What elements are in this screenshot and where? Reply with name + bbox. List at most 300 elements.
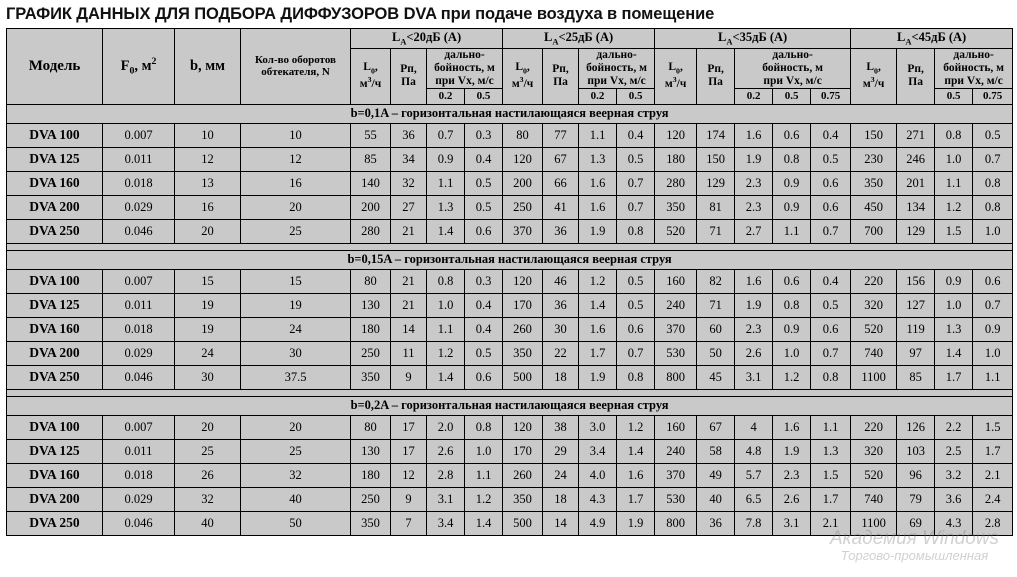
cell-b: 25 bbox=[175, 439, 241, 463]
cell-g1-0: 180 bbox=[351, 463, 391, 487]
cell-g4-0: 1100 bbox=[851, 365, 897, 389]
cell-g4-3: 0.9 bbox=[973, 317, 1013, 341]
cell-g1-0: 180 bbox=[351, 317, 391, 341]
cell-g4-0: 320 bbox=[851, 439, 897, 463]
cell-g1-2: 1.3 bbox=[427, 195, 465, 219]
cell-g1-1: 11 bbox=[391, 341, 427, 365]
header-speed-g2-1: 0.5 bbox=[617, 88, 655, 104]
cell-g4-3: 2.4 bbox=[973, 487, 1013, 511]
cell-g4-1: 129 bbox=[897, 219, 935, 243]
cell-g1-0: 350 bbox=[351, 511, 391, 535]
cell-g3-0: 240 bbox=[655, 439, 697, 463]
cell-g3-3: 3.1 bbox=[773, 511, 811, 535]
cell-g2-0: 350 bbox=[503, 487, 543, 511]
cell-g3-3: 0.8 bbox=[773, 147, 811, 171]
table-row[interactable] bbox=[7, 219, 1013, 243]
section-title-row bbox=[7, 250, 1013, 269]
cell-f0: 0.046 bbox=[103, 219, 175, 243]
cell-g2-1: 36 bbox=[543, 293, 579, 317]
cell-g2-2: 4.3 bbox=[579, 487, 617, 511]
header-range-g1: дально- бойность, м при Vx, м/с bbox=[427, 49, 503, 89]
cell-n: 10 bbox=[241, 123, 351, 147]
diffuser-selection-table bbox=[6, 28, 1013, 536]
header-speed-g3-1: 0.5 bbox=[773, 88, 811, 104]
cell-g3-0: 370 bbox=[655, 463, 697, 487]
cell-g4-3: 0.5 bbox=[973, 123, 1013, 147]
cell-g2-2: 1.6 bbox=[579, 317, 617, 341]
table-row[interactable] bbox=[7, 171, 1013, 195]
cell-b: 16 bbox=[175, 195, 241, 219]
cell-g4-3: 0.7 bbox=[973, 293, 1013, 317]
cell-g3-3: 2.6 bbox=[773, 487, 811, 511]
table-row[interactable] bbox=[7, 123, 1013, 147]
cell-g3-1: 150 bbox=[697, 147, 735, 171]
cell-b: 30 bbox=[175, 365, 241, 389]
table-row[interactable] bbox=[7, 511, 1013, 535]
table-row[interactable] bbox=[7, 195, 1013, 219]
cell-g2-2: 1.2 bbox=[579, 269, 617, 293]
cell-g4-3: 0.8 bbox=[973, 195, 1013, 219]
cell-g1-2: 3.1 bbox=[427, 487, 465, 511]
cell-g2-3: 1.4 bbox=[617, 439, 655, 463]
cell-g4-0: 220 bbox=[851, 269, 897, 293]
cell-g3-4: 0.6 bbox=[811, 171, 851, 195]
header-b: b, мм bbox=[175, 29, 241, 105]
cell-g1-1: 9 bbox=[391, 487, 427, 511]
table-row[interactable] bbox=[7, 365, 1013, 389]
cell-g4-2: 4.3 bbox=[935, 511, 973, 535]
watermark-line1: Академия Windows bbox=[830, 528, 999, 549]
cell-g1-3: 1.2 bbox=[465, 487, 503, 511]
cell-g3-3: 0.8 bbox=[773, 293, 811, 317]
header-rp-g4: Рп, Па bbox=[897, 49, 935, 105]
cell-g4-2: 2.2 bbox=[935, 415, 973, 439]
cell-g2-0: 500 bbox=[503, 511, 543, 535]
cell-g1-0: 250 bbox=[351, 487, 391, 511]
header-l0-g4: $L_0$, $м^3/ч$ bbox=[851, 49, 897, 105]
cell-g4-2: 1.0 bbox=[935, 293, 973, 317]
cell-b: 20 bbox=[175, 219, 241, 243]
cell-n: 20 bbox=[241, 195, 351, 219]
cell-g4-0: 1100 bbox=[851, 511, 897, 535]
cell-g2-2: 1.7 bbox=[579, 341, 617, 365]
cell-g3-1: 45 bbox=[697, 365, 735, 389]
header-rp-g1: Рп, Па bbox=[391, 49, 427, 105]
cell-g4-3: 2.1 bbox=[973, 463, 1013, 487]
cell-g1-1: 17 bbox=[391, 439, 427, 463]
table-row[interactable] bbox=[7, 147, 1013, 171]
table-body bbox=[7, 104, 1013, 535]
cell-g1-1: 21 bbox=[391, 219, 427, 243]
cell-g3-4: 1.7 bbox=[811, 487, 851, 511]
section-title: b=0,1A – горизонтальная настилающаяся веерная струя bbox=[7, 104, 1013, 123]
cell-g4-3: 0.6 bbox=[973, 269, 1013, 293]
cell-g1-3: 0.5 bbox=[465, 195, 503, 219]
cell-g3-2: 6.5 bbox=[735, 487, 773, 511]
cell-g1-3: 0.4 bbox=[465, 293, 503, 317]
cell-g2-0: 120 bbox=[503, 147, 543, 171]
cell-g2-1: 46 bbox=[543, 269, 579, 293]
cell-g4-3: 1.0 bbox=[973, 341, 1013, 365]
header-l0-g2: $L_0$, $м^3/ч$ bbox=[503, 49, 543, 105]
cell-g1-0: 250 bbox=[351, 341, 391, 365]
section-title-row bbox=[7, 104, 1013, 123]
cell-g1-0: 200 bbox=[351, 195, 391, 219]
cell-model: DVA 125 bbox=[7, 147, 103, 171]
cell-g4-2: 3.2 bbox=[935, 463, 973, 487]
cell-g3-1: 49 bbox=[697, 463, 735, 487]
cell-g1-2: 1.4 bbox=[427, 219, 465, 243]
cell-g3-4: 0.7 bbox=[811, 341, 851, 365]
cell-g2-1: 24 bbox=[543, 463, 579, 487]
section-title: b=0,2A – горизонтальная настилающаяся веерная струя bbox=[7, 396, 1013, 415]
cell-b: 15 bbox=[175, 269, 241, 293]
cell-model: DVA 250 bbox=[7, 511, 103, 535]
cell-model: DVA 250 bbox=[7, 365, 103, 389]
cell-model: DVA 100 bbox=[7, 415, 103, 439]
cell-g4-2: 1.5 bbox=[935, 219, 973, 243]
table-row[interactable] bbox=[7, 317, 1013, 341]
cell-g2-0: 350 bbox=[503, 341, 543, 365]
cell-f0: 0.007 bbox=[103, 269, 175, 293]
cell-model: DVA 100 bbox=[7, 269, 103, 293]
cell-f0: 0.011 bbox=[103, 293, 175, 317]
cell-g3-2: 2.3 bbox=[735, 195, 773, 219]
cell-g2-1: 67 bbox=[543, 147, 579, 171]
cell-g1-1: 32 bbox=[391, 171, 427, 195]
cell-g1-1: 21 bbox=[391, 293, 427, 317]
cell-g2-2: 4.0 bbox=[579, 463, 617, 487]
cell-g2-3: 1.9 bbox=[617, 511, 655, 535]
cell-g4-1: 119 bbox=[897, 317, 935, 341]
cell-g3-0: 530 bbox=[655, 487, 697, 511]
cell-g1-2: 0.8 bbox=[427, 269, 465, 293]
cell-g1-2: 3.4 bbox=[427, 511, 465, 535]
cell-g1-3: 1.4 bbox=[465, 511, 503, 535]
cell-g4-3: 0.8 bbox=[973, 171, 1013, 195]
cell-g3-4: 1.5 bbox=[811, 463, 851, 487]
cell-g4-0: 320 bbox=[851, 293, 897, 317]
cell-g4-1: 97 bbox=[897, 341, 935, 365]
table-row[interactable] bbox=[7, 487, 1013, 511]
header-group-35db: $L_A<35дБ$ (А) bbox=[655, 29, 851, 49]
cell-g2-1: 36 bbox=[543, 219, 579, 243]
cell-g3-1: 71 bbox=[697, 219, 735, 243]
cell-g4-1: 201 bbox=[897, 171, 935, 195]
cell-g3-2: 4 bbox=[735, 415, 773, 439]
cell-g4-0: 520 bbox=[851, 317, 897, 341]
cell-g3-4: 0.4 bbox=[811, 269, 851, 293]
cell-g3-2: 3.1 bbox=[735, 365, 773, 389]
cell-g2-2: 3.0 bbox=[579, 415, 617, 439]
cell-g3-3: 0.6 bbox=[773, 269, 811, 293]
cell-g4-1: 96 bbox=[897, 463, 935, 487]
cell-b: 20 bbox=[175, 415, 241, 439]
cell-g3-1: 129 bbox=[697, 171, 735, 195]
cell-g4-0: 450 bbox=[851, 195, 897, 219]
cell-g4-3: 0.7 bbox=[973, 147, 1013, 171]
cell-g2-3: 1.6 bbox=[617, 463, 655, 487]
cell-g4-1: 126 bbox=[897, 415, 935, 439]
cell-g1-3: 0.4 bbox=[465, 147, 503, 171]
cell-g2-3: 0.5 bbox=[617, 269, 655, 293]
cell-g1-0: 140 bbox=[351, 171, 391, 195]
cell-g1-2: 0.9 bbox=[427, 147, 465, 171]
header-l0-g3: $L_0$, $м^3/ч$ bbox=[655, 49, 697, 105]
cell-g3-1: 174 bbox=[697, 123, 735, 147]
cell-g4-0: 350 bbox=[851, 171, 897, 195]
cell-model: DVA 200 bbox=[7, 195, 103, 219]
cell-g2-1: 14 bbox=[543, 511, 579, 535]
cell-g3-1: 71 bbox=[697, 293, 735, 317]
cell-g4-2: 1.4 bbox=[935, 341, 973, 365]
header-speed-g1-0: 0.2 bbox=[427, 88, 465, 104]
header-row-groups bbox=[7, 29, 1013, 49]
cell-f0: 0.018 bbox=[103, 463, 175, 487]
cell-g4-3: 1.0 bbox=[973, 219, 1013, 243]
cell-g3-3: 0.9 bbox=[773, 171, 811, 195]
cell-g3-3: 1.6 bbox=[773, 415, 811, 439]
cell-g3-3: 1.1 bbox=[773, 219, 811, 243]
header-n: Кол-во оборотов обтекателя, N bbox=[241, 29, 351, 105]
header-speed-g4-1: 0.75 bbox=[973, 88, 1013, 104]
cell-g3-3: 2.3 bbox=[773, 463, 811, 487]
table-row[interactable] bbox=[7, 269, 1013, 293]
cell-g2-3: 0.5 bbox=[617, 147, 655, 171]
cell-g2-1: 29 bbox=[543, 439, 579, 463]
section-gap bbox=[7, 243, 1013, 250]
cell-g4-0: 740 bbox=[851, 341, 897, 365]
cell-g4-3: 2.8 bbox=[973, 511, 1013, 535]
cell-g2-0: 500 bbox=[503, 365, 543, 389]
cell-n: 30 bbox=[241, 341, 351, 365]
cell-g1-0: 350 bbox=[351, 365, 391, 389]
cell-g1-0: 280 bbox=[351, 219, 391, 243]
cell-n: 32 bbox=[241, 463, 351, 487]
cell-g2-2: 1.4 bbox=[579, 293, 617, 317]
cell-g1-3: 0.5 bbox=[465, 171, 503, 195]
cell-g4-2: 0.9 bbox=[935, 269, 973, 293]
header-rp-g3: Рп, Па bbox=[697, 49, 735, 105]
cell-g3-1: 81 bbox=[697, 195, 735, 219]
cell-b: 40 bbox=[175, 511, 241, 535]
cell-g1-2: 1.4 bbox=[427, 365, 465, 389]
cell-g4-2: 3.6 bbox=[935, 487, 973, 511]
cell-g4-3: 1.5 bbox=[973, 415, 1013, 439]
table-row[interactable] bbox=[7, 341, 1013, 365]
cell-g1-2: 1.2 bbox=[427, 341, 465, 365]
cell-model: DVA 160 bbox=[7, 317, 103, 341]
cell-g3-0: 180 bbox=[655, 147, 697, 171]
header-f0: $F_0$, $м^2$ bbox=[103, 29, 175, 105]
cell-g1-0: 80 bbox=[351, 269, 391, 293]
header-speed-g3-0: 0.2 bbox=[735, 88, 773, 104]
cell-g2-1: 18 bbox=[543, 487, 579, 511]
cell-g3-1: 58 bbox=[697, 439, 735, 463]
cell-g2-0: 170 bbox=[503, 439, 543, 463]
cell-g2-1: 66 bbox=[543, 171, 579, 195]
cell-g3-2: 1.6 bbox=[735, 123, 773, 147]
cell-g1-1: 9 bbox=[391, 365, 427, 389]
header-group-25db: $L_A<25дБ$ (А) bbox=[503, 29, 655, 49]
cell-g3-3: 0.9 bbox=[773, 195, 811, 219]
cell-g3-0: 160 bbox=[655, 269, 697, 293]
cell-g1-3: 1.0 bbox=[465, 439, 503, 463]
header-range-g3: дально- бойность, м при Vx, м/с bbox=[735, 49, 851, 89]
cell-g4-1: 103 bbox=[897, 439, 935, 463]
cell-g2-2: 1.1 bbox=[579, 123, 617, 147]
cell-model: DVA 125 bbox=[7, 439, 103, 463]
table-row[interactable] bbox=[7, 293, 1013, 317]
cell-g3-4: 0.5 bbox=[811, 147, 851, 171]
cell-g4-0: 220 bbox=[851, 415, 897, 439]
table-row[interactable] bbox=[7, 415, 1013, 439]
cell-g2-1: 18 bbox=[543, 365, 579, 389]
header-range-g4: дально- бойность, м при Vx, м/с bbox=[935, 49, 1013, 89]
cell-g3-2: 2.7 bbox=[735, 219, 773, 243]
cell-g1-0: 130 bbox=[351, 293, 391, 317]
cell-model: DVA 100 bbox=[7, 123, 103, 147]
cell-g3-1: 36 bbox=[697, 511, 735, 535]
cell-g3-3: 1.0 bbox=[773, 341, 811, 365]
cell-f0: 0.046 bbox=[103, 511, 175, 535]
cell-g3-2: 1.9 bbox=[735, 293, 773, 317]
cell-model: DVA 160 bbox=[7, 463, 103, 487]
cell-b: 19 bbox=[175, 317, 241, 341]
cell-g1-1: 7 bbox=[391, 511, 427, 535]
cell-g2-2: 1.3 bbox=[579, 147, 617, 171]
cell-g1-3: 0.6 bbox=[465, 365, 503, 389]
cell-f0: 0.018 bbox=[103, 171, 175, 195]
cell-n: 19 bbox=[241, 293, 351, 317]
cell-g2-0: 170 bbox=[503, 293, 543, 317]
cell-b: 19 bbox=[175, 293, 241, 317]
cell-b: 24 bbox=[175, 341, 241, 365]
cell-g3-1: 82 bbox=[697, 269, 735, 293]
cell-g1-1: 12 bbox=[391, 463, 427, 487]
cell-g4-1: 85 bbox=[897, 365, 935, 389]
cell-f0: 0.046 bbox=[103, 365, 175, 389]
cell-g4-3: 1.7 bbox=[973, 439, 1013, 463]
table-row[interactable] bbox=[7, 439, 1013, 463]
cell-model: DVA 125 bbox=[7, 293, 103, 317]
cell-g2-2: 3.4 bbox=[579, 439, 617, 463]
cell-g4-0: 150 bbox=[851, 123, 897, 147]
cell-g4-2: 1.2 bbox=[935, 195, 973, 219]
cell-g3-4: 0.6 bbox=[811, 317, 851, 341]
cell-b: 10 bbox=[175, 123, 241, 147]
cell-g1-0: 80 bbox=[351, 415, 391, 439]
cell-f0: 0.029 bbox=[103, 341, 175, 365]
cell-g3-4: 0.7 bbox=[811, 219, 851, 243]
cell-g2-3: 0.4 bbox=[617, 123, 655, 147]
cell-g3-1: 67 bbox=[697, 415, 735, 439]
cell-g3-0: 800 bbox=[655, 365, 697, 389]
cell-g1-0: 55 bbox=[351, 123, 391, 147]
cell-n: 24 bbox=[241, 317, 351, 341]
cell-g1-1: 34 bbox=[391, 147, 427, 171]
cell-g1-1: 17 bbox=[391, 415, 427, 439]
cell-n: 50 bbox=[241, 511, 351, 535]
cell-g1-2: 1.1 bbox=[427, 171, 465, 195]
cell-g2-3: 0.7 bbox=[617, 341, 655, 365]
cell-g2-2: 1.9 bbox=[579, 219, 617, 243]
header-speed-g3-2: 0.75 bbox=[811, 88, 851, 104]
cell-g4-0: 700 bbox=[851, 219, 897, 243]
cell-g2-0: 370 bbox=[503, 219, 543, 243]
header-l0-g1: $L_0$, $м^3/ч$ bbox=[351, 49, 391, 105]
cell-g2-0: 260 bbox=[503, 317, 543, 341]
cell-g3-3: 1.9 bbox=[773, 439, 811, 463]
cell-g3-0: 280 bbox=[655, 171, 697, 195]
header-speed-g1-1: 0.5 bbox=[465, 88, 503, 104]
cell-g1-1: 21 bbox=[391, 269, 427, 293]
cell-g3-3: 1.2 bbox=[773, 365, 811, 389]
cell-g2-3: 0.7 bbox=[617, 171, 655, 195]
cell-b: 26 bbox=[175, 463, 241, 487]
cell-model: DVA 250 bbox=[7, 219, 103, 243]
cell-g1-3: 0.4 bbox=[465, 317, 503, 341]
header-model: Модель bbox=[7, 29, 103, 105]
cell-g2-3: 0.7 bbox=[617, 195, 655, 219]
cell-g1-2: 2.0 bbox=[427, 415, 465, 439]
cell-f0: 0.029 bbox=[103, 487, 175, 511]
cell-g2-3: 0.6 bbox=[617, 317, 655, 341]
cell-n: 20 bbox=[241, 415, 351, 439]
cell-g3-1: 40 bbox=[697, 487, 735, 511]
cell-f0: 0.018 bbox=[103, 317, 175, 341]
cell-g3-2: 2.3 bbox=[735, 171, 773, 195]
cell-g4-2: 0.8 bbox=[935, 123, 973, 147]
cell-model: DVA 200 bbox=[7, 487, 103, 511]
cell-g1-2: 1.1 bbox=[427, 317, 465, 341]
cell-g4-1: 127 bbox=[897, 293, 935, 317]
cell-g3-4: 1.1 bbox=[811, 415, 851, 439]
header-range-g2: дально- бойность, м при Vx, м/с bbox=[579, 49, 655, 89]
cell-g1-2: 1.0 bbox=[427, 293, 465, 317]
cell-g3-0: 120 bbox=[655, 123, 697, 147]
cell-f0: 0.011 bbox=[103, 147, 175, 171]
cell-g2-1: 77 bbox=[543, 123, 579, 147]
cell-g3-0: 370 bbox=[655, 317, 697, 341]
cell-g2-2: 4.9 bbox=[579, 511, 617, 535]
cell-g2-1: 30 bbox=[543, 317, 579, 341]
cell-g3-1: 60 bbox=[697, 317, 735, 341]
cell-n: 25 bbox=[241, 439, 351, 463]
cell-g1-3: 0.8 bbox=[465, 415, 503, 439]
cell-n: 37.5 bbox=[241, 365, 351, 389]
cell-g4-0: 740 bbox=[851, 487, 897, 511]
cell-g3-2: 1.9 bbox=[735, 147, 773, 171]
cell-g4-1: 246 bbox=[897, 147, 935, 171]
cell-g1-1: 27 bbox=[391, 195, 427, 219]
cell-n: 40 bbox=[241, 487, 351, 511]
cell-g4-0: 520 bbox=[851, 463, 897, 487]
section-gap bbox=[7, 389, 1013, 396]
cell-g2-3: 0.8 bbox=[617, 365, 655, 389]
cell-n: 25 bbox=[241, 219, 351, 243]
cell-model: DVA 200 bbox=[7, 341, 103, 365]
cell-n: 12 bbox=[241, 147, 351, 171]
section-title: b=0,15A – горизонтальная настилающаяся веерная струя bbox=[7, 250, 1013, 269]
table-row[interactable] bbox=[7, 463, 1013, 487]
cell-g3-0: 520 bbox=[655, 219, 697, 243]
cell-f0: 0.029 bbox=[103, 195, 175, 219]
cell-g2-3: 0.5 bbox=[617, 293, 655, 317]
cell-g1-3: 0.3 bbox=[465, 123, 503, 147]
cell-g4-1: 69 bbox=[897, 511, 935, 535]
cell-g3-3: 0.9 bbox=[773, 317, 811, 341]
